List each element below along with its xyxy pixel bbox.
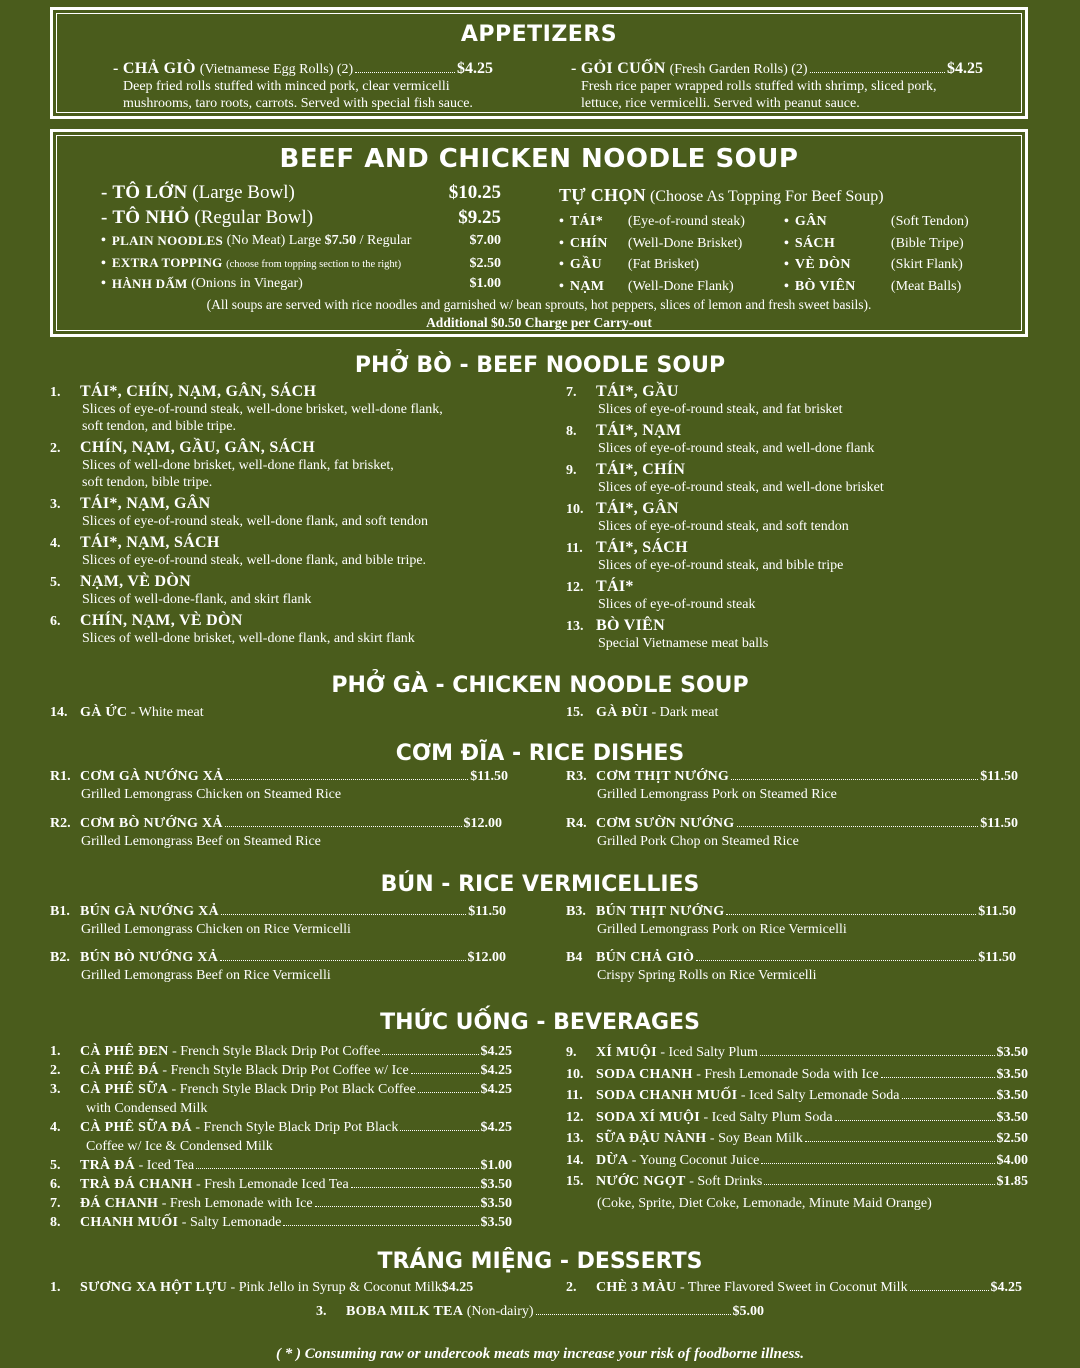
- appetizers-box: [50, 7, 1028, 119]
- menu-item: 12. SODA XÍ MUỘI - Iced Salty Plum Soda $3.50: [566, 1109, 1028, 1125]
- size-regular: - TÔ NHỎ (Regular Bowl) $9.25: [101, 207, 501, 228]
- menu-item: 12. TÁI* Slices of eye-of-round steak: [566, 578, 756, 612]
- menu-item: 15. NƯỚC NGỌT - Soft Drinks $1.85: [566, 1174, 1028, 1189]
- menu-item: 2. CÀ PHÊ ĐÁ - French Style Black Drip Pot Coffee w/ Ice $4.25: [50, 1063, 512, 1078]
- menu-item: 14. DỪA - Young Coconut Juice $4.00: [566, 1152, 1028, 1168]
- menu-item: 8. TÁI*, NẠM Slices of eye-of-round steak, and well-done flank: [566, 422, 875, 456]
- com-dia-title: CƠM ĐĨA - RICE DISHES: [395, 741, 685, 766]
- menu-item: 11. TÁI*, SÁCH Slices of eye-of-round steak, and bible tripe: [566, 539, 844, 573]
- menu-item: 10. TÁI*, GÂN Slices of eye-of-round steak, and soft tendon: [566, 500, 849, 534]
- menu-item: 5. TRÀ ĐÁ - Iced Tea $1.00: [50, 1158, 512, 1173]
- menu-item: B2. BÚN BÒ NƯỚNG XẢ $12.00 Grilled Lemongrass Beef on Rice Vermicelli: [50, 950, 506, 983]
- menu-item: R4. CƠM SƯỜN NƯỚNG $11.50 Grilled Pork Chop on Steamed Rice: [566, 816, 1018, 849]
- menu-item: 2. CHÍN, NẠM, GẦU, GÂN, SÁCH Slices of well-done brisket, well-done flank, fat brisket, soft tendon, bible tripe.: [50, 439, 394, 490]
- menu-item: 8. CHANH MUỐI - Salty Lemonade $3.50: [50, 1215, 512, 1230]
- menu-item: R3. CƠM THỊT NƯỚNG $11.50 Grilled Lemongrass Pork on Steamed Rice: [566, 769, 1018, 802]
- menu-item: 3. CÀ PHÊ SỮA - French Style Black Drip Pot Black Coffee $4.25: [50, 1082, 512, 1097]
- appetizer-item: - CHẢ GIÒ (Vietnamese Egg Rolls) (2) $4.25 Deep fried rolls stuffed with minced pork, clear vermicelli mushrooms, taro roots, carrots. Served with special fish sauce.: [113, 60, 493, 111]
- menu-item: 4. TÁI*, NẠM, SÁCH Slices of eye-of-round steak, well-done flank, and bible tripe.: [50, 534, 427, 568]
- menu-item: 1. CÀ PHÊ ĐEN - French Style Black Drip Pot Coffee $4.25: [50, 1044, 512, 1059]
- menu-item: 3. BOBA MILK TEA (Non-dairy) $5.00: [316, 1304, 764, 1319]
- menu-item: B1. BÚN GÀ NƯỚNG XẢ $11.50 Grilled Lemongrass Chicken on Rice Vermicelli: [50, 904, 506, 937]
- topping-list-left: • TÁI* (Eye-of-round steak) • CHÍN (Well-Done Brisket) • GẦU (Fat Brisket) • NẠM (Well-Done Flank): [559, 211, 745, 297]
- menu-item: 5. NẠM, VÈ DÒN Slices of well-done-flank, and skirt flank: [50, 573, 312, 607]
- appetizer-item: - GỎI CUỐN (Fresh Garden Rolls) (2) $4.25 Fresh rice paper wrapped rolls stuffed with shrimp, sliced pork, lettuce, rice vermicelli. Served with peanut sauce.: [571, 60, 983, 111]
- beverages-left: 1. CÀ PHÊ ĐEN - French Style Black Drip Pot Coffee $4.25 2. CÀ PHÊ ĐÁ - French Style Black Drip Pot Coffee w/ Ice $4.25 3. CÀ PHÊ SỮA - French Style Black Drip Pot Black Coffee $4.25 with Condensed Milk 4. CÀ PHÊ SỮA ĐÁ - French Style Black Drip Pot Black $4.25 Coffee w/ Ice & Condensed Milk 5. TRÀ ĐÁ - Iced Tea $1.00 6. TRÀ ĐÁ CHANH - Fresh Lemonade Iced Tea $3.50 7. ĐÁ CHANH - Fresh Lemonade with Ice $3.50 8. CHANH MUỐI - Salty Lemonade $3.50: [50, 1044, 512, 1230]
- desserts-title: TRÁNG MIỆNG - DESSERTS: [377, 1249, 703, 1274]
- topping-header: TỰ CHỌN (Choose As Topping For Beef Soup): [559, 185, 884, 205]
- topping-list-right: • GÂN (Soft Tendon) • SÁCH (Bible Tripe) • VÈ DÒN (Skirt Flank) • BÒ VIÊN (Meat Balls): [784, 211, 969, 297]
- menu-item: 1. SƯƠNG XA HỘT LỰU - Pink Jello in Syrup & Coconut Milk $4.25: [50, 1280, 474, 1295]
- menu-item: 3. TÁI*, NẠM, GÂN Slices of eye-of-round steak, well-done flank, and soft tendon: [50, 495, 429, 529]
- beverages-title: THỨC UỐNG - BEVERAGES: [380, 1010, 700, 1035]
- menu-item: 2. CHÈ 3 MÀU - Three Flavored Sweet in Coconut Milk $4.25: [566, 1280, 1022, 1295]
- extra-plain-noodles: • PLAIN NOODLES (No Meat) Large $7.50 / Regular $7.00: [101, 233, 501, 249]
- footer-warning: ( * ) Consuming raw or undercook meats may increase your risk of foodborne illness.: [276, 1346, 804, 1362]
- menu-item: R1. CƠM GÀ NƯỚNG XẢ $11.50 Grilled Lemongrass Chicken on Steamed Rice: [50, 769, 508, 802]
- menu-item: 7. TÁI*, GẦU Slices of eye-of-round steak, and fat brisket: [566, 383, 843, 417]
- pho-bo-title: PHỞ BÒ - BEEF NOODLE SOUP: [354, 353, 726, 378]
- beef-chicken-title: BEEF AND CHICKEN NOODLE SOUP: [279, 144, 799, 174]
- menu-item: 15. GÀ ĐÙI - Dark meat: [566, 705, 719, 720]
- menu-item: 7. ĐÁ CHANH - Fresh Lemonade with Ice $3.50: [50, 1196, 512, 1211]
- menu-item: 10. SODA CHANH - Fresh Lemonade Soda with Ice $3.50: [566, 1066, 1028, 1082]
- carryout-note: Additional $0.50 Charge per Carry-out: [426, 315, 652, 330]
- menu-item: 4. CÀ PHÊ SỮA ĐÁ - French Style Black Drip Pot Black $4.25: [50, 1120, 512, 1135]
- menu-item: 1. TÁI*, CHÍN, NẠM, GÂN, SÁCH Slices of eye-of-round steak, well-done brisket, well-done flank, soft tendon, and bible tripe.: [50, 383, 443, 434]
- menu-item: 14. GÀ ỨC - White meat: [50, 705, 204, 720]
- menu-item: 13. BÒ VIÊN Special Vietnamese meat balls: [566, 617, 769, 651]
- appetizers-title: APPETIZERS: [460, 22, 618, 47]
- soup-note: (All soups are served with rice noodles and garnished w/ bean sprouts, hot peppers, slices of lemon and fresh sweet basils).: [206, 297, 872, 312]
- menu-item: B4 BÚN CHẢ GIÒ $11.50 Crispy Spring Rolls on Rice Vermicelli: [566, 950, 1016, 983]
- extra-topping: • EXTRA TOPPING (choose from topping section to the right) $2.50: [101, 255, 501, 272]
- menu-item: 6. TRÀ ĐÁ CHANH - Fresh Lemonade Iced Tea $3.50: [50, 1177, 512, 1192]
- menu-item: 13. SỮA ĐẬU NÀNH - Soy Bean Milk $2.50: [566, 1131, 1028, 1146]
- menu-item: 11. SODA CHANH MUỐI - Iced Salty Lemonade Soda $3.50: [566, 1088, 1028, 1103]
- menu-item: 6. CHÍN, NẠM, VÈ DÒN Slices of well-done brisket, well-done flank, and skirt flank: [50, 612, 415, 646]
- bun-title: BÚN - RICE VERMICELLIES: [380, 872, 700, 897]
- beverages-right: [566, 1042, 1028, 1214]
- extra-onions: • HÀNH DẤM (Onions in Vinegar) $1.00: [101, 276, 501, 292]
- menu-item: B3. BÚN THỊT NƯỚNG $11.50 Grilled Lemongrass Pork on Rice Vermicelli: [566, 904, 1016, 937]
- pho-ga-title: PHỞ GÀ - CHICKEN NOODLE SOUP: [331, 673, 749, 698]
- menu-item: R2. CƠM BÒ NƯỚNG XẢ $12.00 Grilled Lemongrass Beef on Steamed Rice: [50, 816, 502, 849]
- menu-item: 9. XÍ MUỘI - Iced Salty Plum $3.50: [566, 1045, 1028, 1060]
- beef-chicken-box: [50, 129, 1028, 337]
- soft-drinks-note: (Coke, Sprite, Diet Coke, Lemonade, Minute Maid Orange): [597, 1195, 932, 1211]
- menu-item: 9. TÁI*, CHÍN Slices of eye-of-round steak, and well-done brisket: [566, 461, 884, 495]
- size-large: - TÔ LỚN (Large Bowl) $10.25: [101, 182, 501, 203]
